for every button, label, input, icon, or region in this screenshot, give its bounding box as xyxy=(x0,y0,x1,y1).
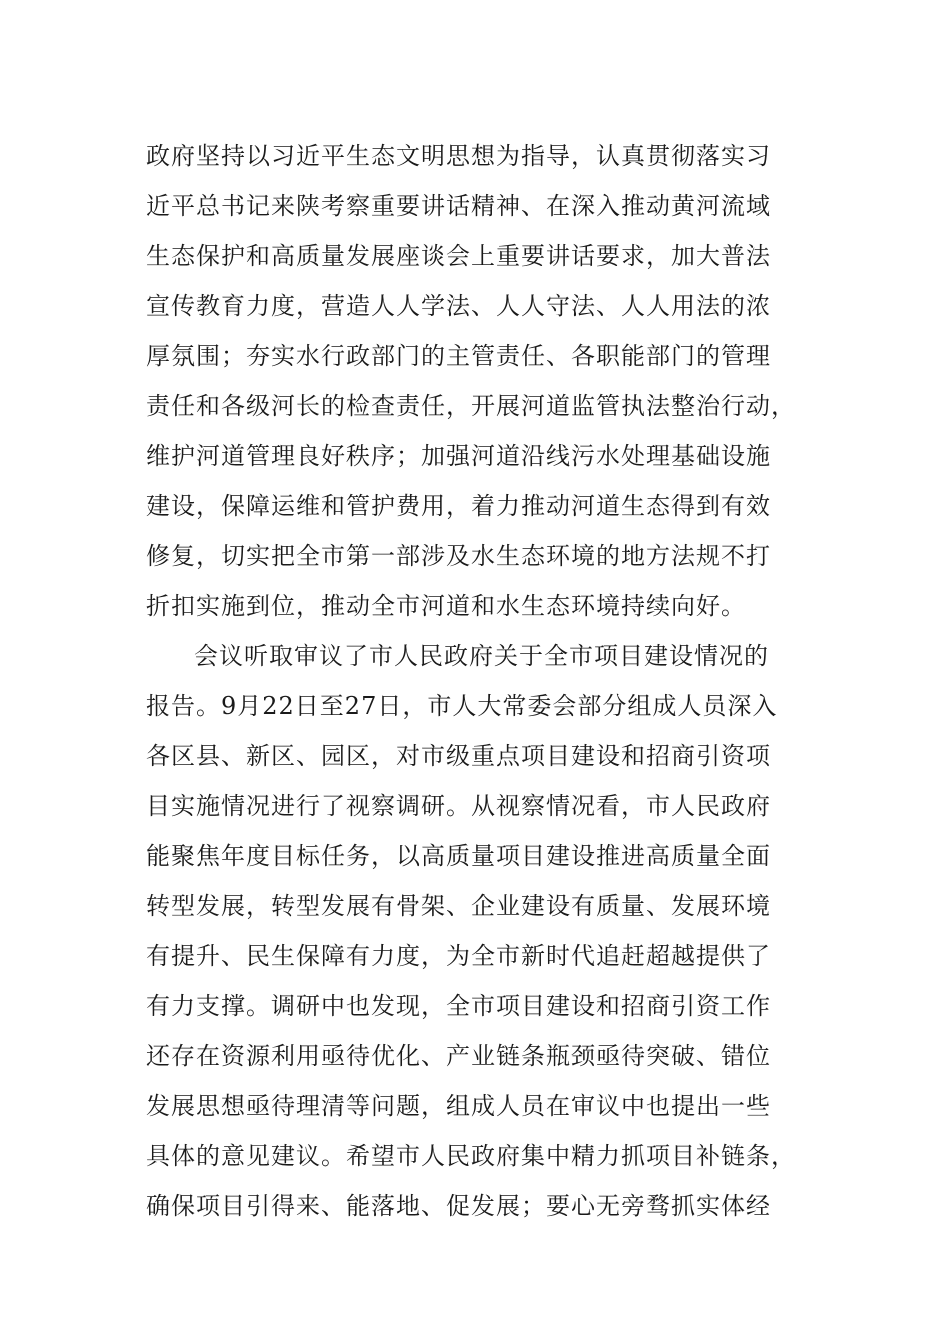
paragraph-2-line-2: 报告。9月22日至27日，市人大常委会部分组成人员深入 xyxy=(146,692,778,720)
paragraph-2-line-1: 会议听取审议了市人民政府关于全市项目建设情况的 xyxy=(194,642,769,670)
paragraph-2-line-8: 有力支撑。调研中也发现，全市项目建设和招商引资工作 xyxy=(146,992,771,1020)
paragraph-1-line-1: 政府坚持以习近平生态文明思想为指导，认真贯彻落实习 xyxy=(146,142,771,170)
paragraph-1-line-9: 修复，切实把全市第一部涉及水生态环境的地方法规不打 xyxy=(146,542,771,570)
paragraph-2-line-4: 目实施情况进行了视察调研。从视察情况看，市人民政府 xyxy=(146,792,771,820)
paragraph-1-line-2: 近平总书记来陕考察重要讲话精神、在深入推动黄河流域 xyxy=(146,192,771,220)
paragraph-2-line-11: 具体的意见建议。希望市人民政府集中精力抓项目补链条， xyxy=(146,1142,796,1170)
paragraph-1-line-4: 宣传教育力度，营造人人学法、人人守法、人人用法的浓 xyxy=(146,292,771,320)
paragraph-2-line-7: 有提升、民生保障有力度，为全市新时代追赶超越提供了 xyxy=(146,942,771,970)
document-body xyxy=(146,131,806,1231)
paragraph-2-line-6: 转型发展，转型发展有骨架、企业建设有质量、发展环境 xyxy=(146,892,771,920)
paragraph-2-line-9: 还存在资源利用亟待优化、产业链条瓶颈亟待突破、错位 xyxy=(146,1042,771,1070)
paragraph-1-line-6: 责任和各级河长的检查责任，开展河道监管执法整治行动， xyxy=(146,392,796,420)
paragraph-2-line-5: 能聚焦年度目标任务，以高质量项目建设推进高质量全面 xyxy=(146,842,771,870)
paragraph-1-line-7: 维护河道管理良好秩序；加强河道沿线污水处理基础设施 xyxy=(146,442,771,470)
paragraph-1-line-5: 厚氛围；夯实水行政部门的主管责任、各职能部门的管理 xyxy=(146,342,771,370)
paragraph-1-line-8: 建设，保障运维和管护费用，着力推动河道生态得到有效 xyxy=(146,492,771,520)
paragraph-1-line-10: 折扣实施到位，推动全市河道和水生态环境持续向好。 xyxy=(146,592,746,620)
paragraph-2-line-3: 各区县、新区、园区，对市级重点项目建设和招商引资项 xyxy=(146,742,771,770)
paragraph-2-line-12: 确保项目引得来、能落地、促发展；要心无旁骛抓实体经 xyxy=(146,1192,771,1220)
paragraph-1-line-3: 生态保护和高质量发展座谈会上重要讲话要求，加大普法 xyxy=(146,242,771,270)
paragraph-2-line-10: 发展思想亟待理清等问题，组成人员在审议中也提出一些 xyxy=(146,1092,771,1120)
